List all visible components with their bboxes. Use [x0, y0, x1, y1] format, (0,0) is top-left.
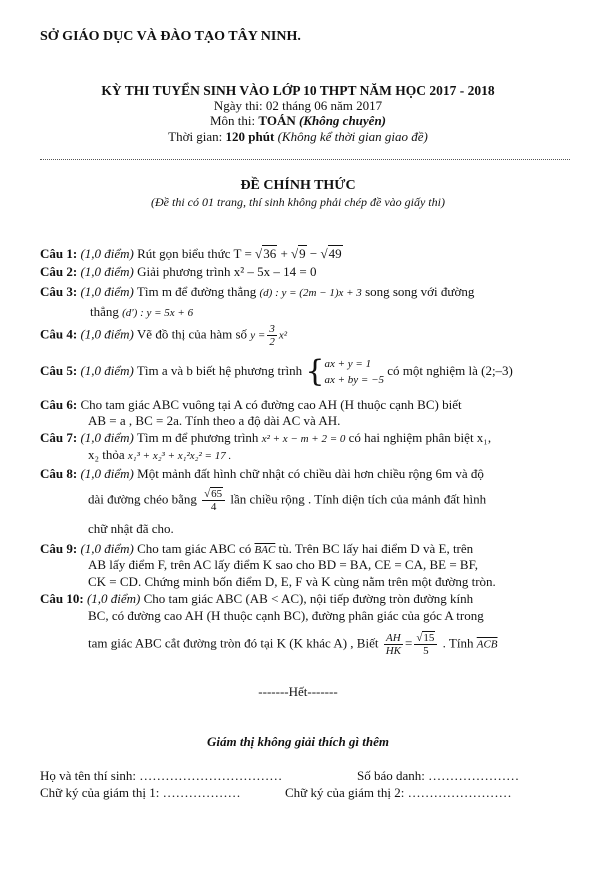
proctor-1-signature: Chữ ký của giám thị 1: ……………… [40, 785, 241, 800]
sqrt-icon: √ [291, 246, 299, 261]
question-5: Câu 5: (1,0 điểm) Tìm a và b biết hệ phương trình { ax + y = 1 ax + by = −5 có một nghiệm là (2;–3) [40, 354, 513, 389]
question-1: Câu 1: (1,0 điểm) Rút gọn biểu thức T = √36 + √9 − √49 [40, 246, 342, 261]
question-3: Câu 3: (1,0 điểm) Tìm m để đường thẳng (d) : y = (2m − 1)x + 3 song song với đường [40, 284, 475, 299]
department-name: SỞ GIÁO DỤC VÀ ĐÀO TẠO TÂY NINH. [40, 29, 301, 44]
question-9: Câu 9: (1,0 điểm) Cho tam giác ABC có $\overline{BAC}$ tù. Trên BC lấy hai điểm D và E, trên [40, 541, 474, 556]
brace-icon: { [305, 354, 325, 389]
proctor-2-signature: Chữ ký của giám thị 2: …………………… [285, 785, 512, 800]
question-10-cont: BC, có đường cao AH (H thuộc cạnh BC), đường phân giác của góc A trong [88, 608, 484, 623]
fraction: $\frac{√15}{5}$ [414, 632, 437, 657]
proctor-note: Giám thị không giải thích gì thêm [206, 734, 390, 749]
question-3-cont: thẳng (d') : y = 5x + 6 [90, 304, 194, 319]
question-6-cont: AB = a , BC = 2a. Tính theo a độ dài AC và AH. [88, 413, 341, 428]
sqrt-icon: √ [255, 246, 263, 261]
exam-duration: Thời gian: 120 phút (Không kể thời gian giao đề) [168, 129, 428, 144]
exam-title: KỲ THI TUYỂN SINH VÀO LỚP 10 THPT NĂM HỌC 2017 - 2018 [101, 83, 495, 98]
question-2: Câu 2: (1,0 điểm) Giải phương trình x² – 5x – 14 = 0 [40, 264, 317, 279]
question-7-cont: x₂ thỏa x₁³ + x₂³ + x₁²x₂² = 17 . [88, 447, 232, 462]
question-9-end: CK = CD. Chứng minh bốn điểm D, E, F và K cùng nằm trên một đường tròn. [88, 574, 496, 589]
fraction: $\frac{AH}{HK}$ [385, 632, 402, 657]
official-title: ĐỀ CHÍNH THỨC [240, 178, 356, 193]
end-mark: -------Hết------- [258, 684, 338, 699]
question-10-end: tam giác ABC cắt đường tròn đó tại K (K khác A) , Biết $\frac{AH}{HK}$ = $\frac{√15}{5}$ . Tính $\overline{ACB}$ [88, 632, 498, 657]
sqrt-icon: √ [320, 246, 328, 261]
fraction: $\frac{√65}{4}$ [202, 488, 225, 513]
question-8-end: chữ nhật đã cho. [88, 521, 174, 536]
exam-subject: Môn thi: TOÁN (Không chuyên) [209, 113, 387, 128]
candidate-id-field: Số báo danh: ………………… [357, 768, 520, 783]
question-8-cont: dài đường chéo bằng $\frac{√65}{4}$ lần chiều rộng . Tính diện tích của mảnh đất hình [88, 488, 487, 513]
candidate-name-field: Họ và tên thí sinh: …………………………… [40, 768, 283, 783]
question-6: Câu 6: Cho tam giác ABC vuông tại A có đường cao AH (H thuộc cạnh BC) biết [40, 397, 462, 412]
exam-date: Ngày thi: 02 tháng 06 năm 2017 [213, 98, 383, 113]
question-7: Câu 7: (1,0 điểm) Tìm m để phương trình x² + x − m + 2 = 0 có hai nghiệm phân biệt x₁, [40, 430, 492, 445]
fraction: $\frac{3}{2}$ [269, 323, 275, 348]
divider [40, 159, 570, 160]
question-9-cont: AB lấy điểm F, trên AC lấy điểm K sao cho BD = BA, CE = CA, BE = BF, [88, 557, 479, 572]
question-4: Câu 4: (1,0 điểm) Vẽ đồ thị của hàm số y = $\frac{3}{2}$ x² [40, 323, 288, 348]
question-8: Câu 8: (1,0 điểm) Một mảnh đất hình chữ nhật có chiều dài hơn chiều rộng 6m và độ [40, 466, 484, 481]
question-10: Câu 10: (1,0 điểm) Cho tam giác ABC (AB < AC), nội tiếp đường tròn đường kính [40, 591, 474, 606]
official-note: (Đề thi có 01 trang, thí sinh không phải chép đề vào giấy thi) [151, 195, 445, 209]
equation-system: ax + y = 1 ax + by = −5 [324, 358, 384, 386]
